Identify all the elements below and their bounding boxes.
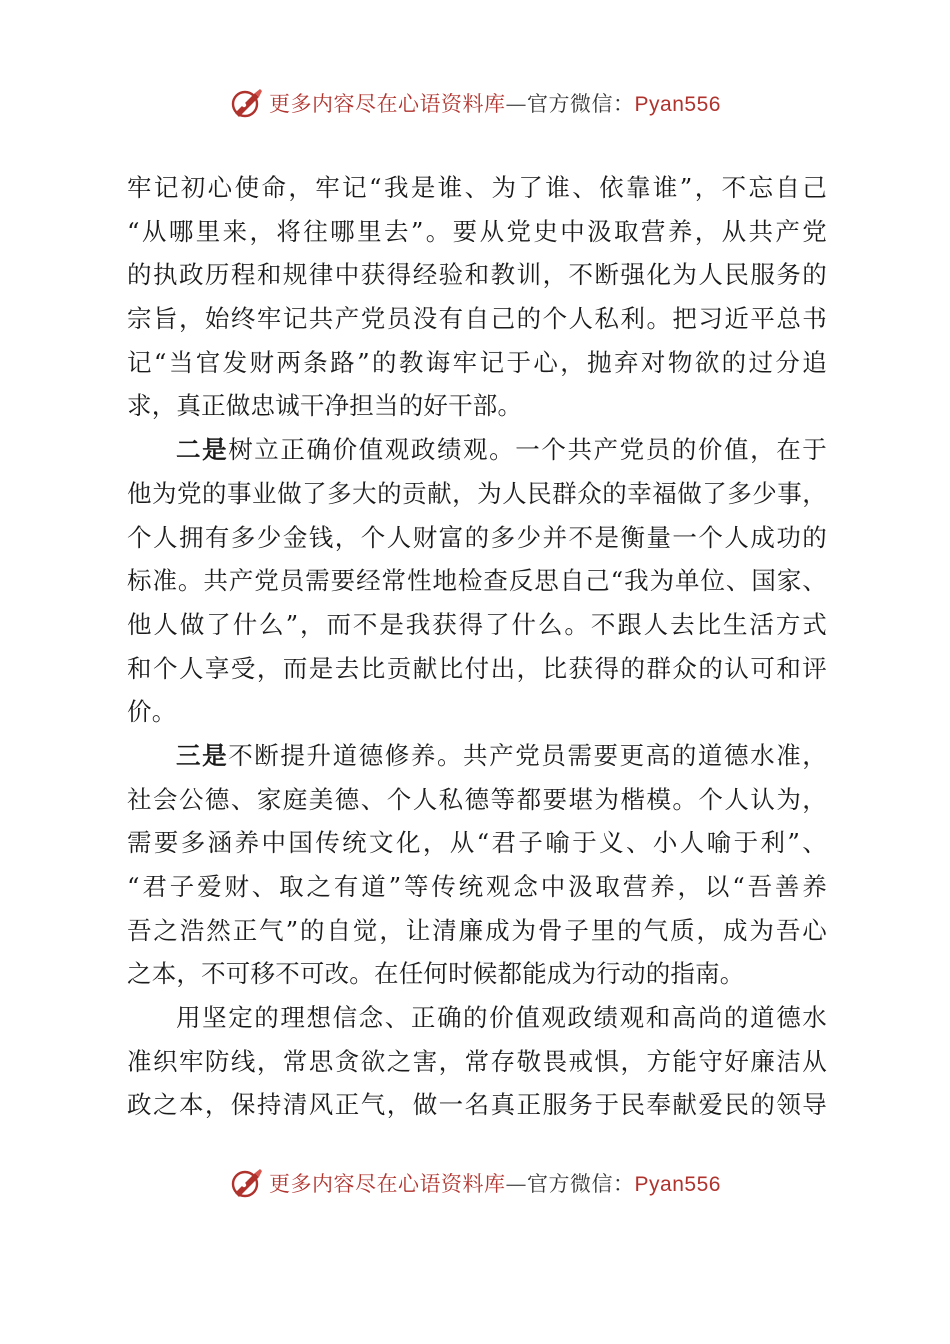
paragraph-1 <box>127 166 827 428</box>
text-line: 价。 <box>127 697 177 727</box>
header-wechat-id: Pyan556 <box>634 93 721 116</box>
paragraph-4 <box>127 996 827 1127</box>
text-line: 之本，不可移不可改。在任何时候都能成为行动的指南。 <box>127 959 745 989</box>
text-line <box>127 428 827 472</box>
footer-wechat-id: Pyan556 <box>634 1173 721 1196</box>
paragraph-lead: 三是 <box>176 740 229 770</box>
paragraph-2 <box>127 428 827 734</box>
text-line: 的执政历程和规律中获得经验和教训，不断强化为人民服务的 <box>127 260 827 290</box>
text-line: 牢记初心使命，牢记“我是谁、为了谁、依靠谁”，不忘自己 <box>127 173 827 202</box>
footer-banner-separator: — <box>505 1172 528 1196</box>
text-line <box>127 734 827 778</box>
paragraph-lead: 二是 <box>176 435 229 465</box>
text-line: 记“当官发财两条路”的教诲牢记于心，抛弃对物欲的过分追 <box>127 347 827 377</box>
text-line: 他人做了什么”，而不是我获得了什么。不跟人去比生活方式 <box>127 609 827 639</box>
text-line: 标准。共产党员需要经常性地检查反思自己“我为单位、国家、 <box>127 566 827 596</box>
footer-banner-title: 更多内容尽在心语资料库 <box>269 1172 506 1196</box>
text-line: 和个人享受，而是去比贡献比付出，比获得的群众的认可和评 <box>127 653 827 683</box>
text-line: “从哪里来，将往哪里去”。要从党史中汲取营养，从共产党 <box>127 216 827 246</box>
footer-wechat-label: 官方微信： <box>527 1172 635 1196</box>
text-line: 社会公德、家庭美德、个人私德等都要堪为楷模。个人认为， <box>127 784 827 814</box>
text-line: 用坚定的理想信念、正确的价值观政绩观和高尚的道德水 <box>176 1003 827 1033</box>
text-run: 不断提升道德修养。共产党员需要更高的道德水准， <box>228 740 827 770</box>
text-run: 树立正确价值观政绩观。一个共产党员的价值，在于 <box>228 435 827 465</box>
footer-banner <box>0 1163 950 1203</box>
header-banner <box>0 83 950 123</box>
text-line: 需要多涵养中国传统文化，从“君子喻于义、小人喻于利”、 <box>127 828 827 858</box>
text-line: 宗旨，始终牢记共产党员没有自己的个人私利。把习近平总书 <box>127 304 827 334</box>
document-body <box>127 166 827 1127</box>
paragraph-3 <box>127 734 827 996</box>
text-line: 准织牢防线，常思贪欲之害，常存敬畏戒惧，方能守好廉洁从 <box>127 1046 827 1076</box>
text-line: 政之本，保持清风正气，做一名真正服务于民奉献爱民的领导 <box>127 1090 827 1120</box>
pen-nib-logo-icon <box>229 1166 263 1200</box>
text-line: 求，真正做忠诚干净担当的好干部。 <box>127 391 523 421</box>
text-line: “君子爱财、取之有道”等传统观念中汲取营养，以“吾善养 <box>127 872 827 901</box>
header-banner-separator: — <box>505 92 528 116</box>
pen-nib-logo-icon <box>229 86 263 120</box>
header-banner-title: 更多内容尽在心语资料库 <box>269 92 506 116</box>
header-wechat-label: 官方微信： <box>527 92 635 116</box>
text-line: 个人拥有多少金钱，个人财富的多少并不是衡量一个人成功的 <box>127 522 827 552</box>
text-line: 吾之浩然正气”的自觉，让清廉成为骨子里的气质，成为吾心 <box>127 915 827 945</box>
text-line: 他为党的事业做了多大的贡献，为人民群众的幸福做了多少事， <box>127 478 827 508</box>
